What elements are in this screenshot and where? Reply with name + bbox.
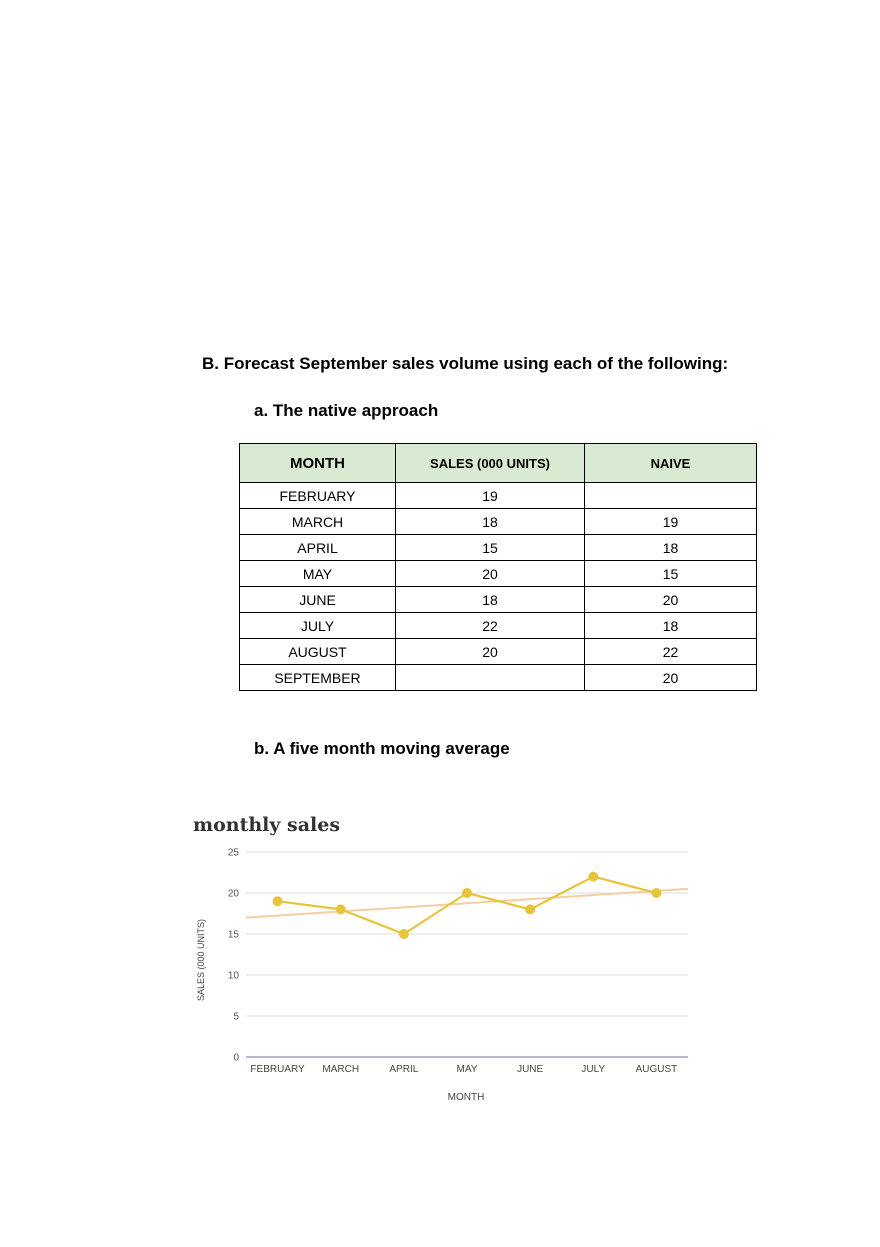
column-header-sales: SALES (000 UNITS) (396, 444, 585, 483)
chart-x-tick-label: JULY (581, 1064, 606, 1075)
chart-data-point (588, 872, 598, 882)
cell-naive: 22 (585, 639, 757, 665)
chart-y-tick-label: 0 (233, 1052, 239, 1064)
cell-naive: 20 (585, 665, 757, 691)
chart-data-point (462, 888, 472, 898)
cell-naive: 19 (585, 509, 757, 535)
chart-y-tick-label: 20 (227, 888, 239, 900)
chart-x-tick-label: JUNE (517, 1064, 544, 1075)
monthly-sales-chart (190, 808, 710, 1108)
table-row (240, 483, 757, 509)
part-b-heading: b. A five month moving average (254, 739, 510, 758)
table-row (240, 509, 757, 535)
column-header-month: MONTH (240, 444, 396, 483)
table-row (240, 613, 757, 639)
table-row (240, 587, 757, 613)
cell-month: JUNE (240, 587, 396, 613)
chart-y-tick-label: 5 (233, 1011, 239, 1023)
chart-grid (246, 852, 688, 1057)
chart-x-tick-label: APRIL (389, 1064, 419, 1075)
cell-month: JULY (240, 613, 396, 639)
table-row (240, 561, 757, 587)
chart-data-point (399, 929, 409, 939)
cell-naive: 15 (585, 561, 757, 587)
cell-naive: 18 (585, 535, 757, 561)
chart-x-axis-label: MONTH (447, 1092, 485, 1103)
chart-x-tick-label: MARCH (322, 1064, 360, 1075)
cell-naive: 18 (585, 613, 757, 639)
naive-forecast-table (239, 443, 757, 691)
cell-sales: 20 (396, 639, 585, 665)
chart-y-tick-label: 15 (227, 929, 239, 941)
chart-data-point (336, 904, 346, 914)
cell-month: MARCH (240, 509, 396, 535)
cell-sales: 20 (396, 561, 585, 587)
chart-data-point (651, 888, 661, 898)
table-row (240, 665, 757, 691)
chart-y-tick-label: 25 (227, 847, 239, 859)
chart-data-point (525, 904, 535, 914)
part-a-heading: a. The native approach (254, 401, 439, 420)
chart-title: monthly sales (193, 814, 341, 836)
cell-sales: 18 (396, 509, 585, 535)
cell-month: SEPTEMBER (240, 665, 396, 691)
chart-x-tick-label: MAY (456, 1064, 478, 1075)
chart-series-line (278, 877, 657, 934)
cell-sales (396, 665, 585, 691)
chart-y-ticks (228, 848, 240, 1064)
cell-month: MAY (240, 561, 396, 587)
table-header-row (240, 444, 757, 483)
chart-series-group (273, 872, 662, 939)
cell-sales: 19 (396, 483, 585, 509)
table-row (240, 535, 757, 561)
cell-sales: 15 (396, 535, 585, 561)
cell-month: AUGUST (240, 639, 396, 665)
cell-sales: 18 (396, 587, 585, 613)
cell-month: FEBRUARY (240, 483, 396, 509)
chart-x-tick-label: AUGUST (635, 1064, 678, 1075)
cell-naive: 20 (585, 587, 757, 613)
cell-sales: 22 (396, 613, 585, 639)
cell-naive (585, 483, 757, 509)
column-header-naive: NAIVE (585, 444, 757, 483)
chart-x-tick-label: FEBRUARY (250, 1064, 305, 1075)
chart-x-ticks (250, 1064, 677, 1075)
cell-month: APRIL (240, 535, 396, 561)
chart-data-point (273, 896, 283, 906)
chart-y-axis-label: SALES (000 UNITS) (196, 918, 206, 1002)
chart-canvas (190, 808, 710, 1108)
chart-y-tick-label: 10 (227, 970, 239, 982)
table-row (240, 639, 757, 665)
section-heading: B. Forecast September sales volume using each of the following: (202, 354, 729, 373)
